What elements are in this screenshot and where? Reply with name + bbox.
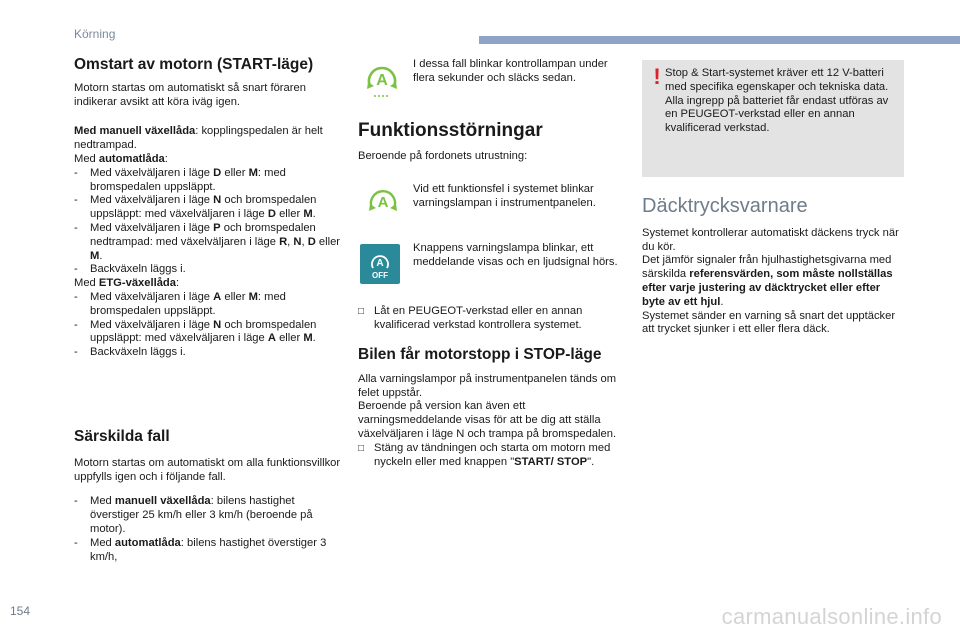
fault-lamp-text: Vid ett funktionsfel i systemet blinkar varningslampan i instrumentpanelen. bbox=[413, 183, 596, 209]
list-item: - Backväxeln läggs i. bbox=[74, 263, 186, 276]
auto-med: Med bbox=[74, 152, 99, 165]
off-label: OFF bbox=[372, 271, 388, 280]
restart-section bbox=[74, 58, 346, 360]
header-section-title: Körning bbox=[74, 27, 116, 41]
watermark: carmanualsonline.info bbox=[721, 604, 942, 629]
special-section bbox=[74, 430, 346, 564]
restart-auto-heading bbox=[74, 153, 346, 167]
page-number: 154 bbox=[10, 604, 31, 618]
stall-title: Bilen får motorstopp i STOP-läge bbox=[358, 346, 602, 363]
list-item: - Med växelväljaren i läge P och bromspedalen nedtrampad: med växelväljaren i läge R, N, D eller M. bbox=[74, 221, 341, 262]
list-item: - Med växelväljaren i läge A eller M: med bromspedalen uppsläppt. bbox=[74, 290, 286, 317]
check-box-icon: □ bbox=[358, 306, 365, 317]
header-accent-bar bbox=[479, 36, 960, 44]
list-item: - Med manuell växellåda: bilens hastighet överstiger 25 km/h eller 3 km/h (beroende på motor). bbox=[74, 495, 313, 535]
stall-section bbox=[358, 348, 620, 469]
auto-label: automatlåda bbox=[98, 152, 165, 165]
special-intro: Motorn startas om automatiskt om alla funktionsvillkor uppfylls igen och i följande fall. bbox=[74, 456, 341, 483]
svg-text:A: A bbox=[376, 72, 388, 89]
restart-manual bbox=[74, 125, 346, 153]
manual-label: Med manuell växellåda bbox=[74, 125, 196, 138]
start-stop-off-button-icon bbox=[360, 244, 400, 284]
stall-text: Alla varningslampor på instrumentpanelen tänds om felet uppstår. Beroende på version kan även ett varningsmeddelande visas för att be dig att ställa växelväljaren i läge N och trampa på bromspedalen. bbox=[358, 372, 617, 440]
tpms-text: Systemet kontrollerar automatiskt däckens tryck när du kör. Det jämför signaler från hjulhastighetsgivarna med särskilda referensvärden, som måste nollställas efter varje justering av däcktrycket eller efter byte av ett hjul. Systemet sänder en varning så snart det upptäcker att trycket sjunker i ett eller flera däck. bbox=[642, 226, 899, 336]
svg-text:A: A bbox=[376, 258, 384, 269]
tpms-title: Däcktrycksvarnare bbox=[642, 195, 808, 217]
lamp-text: I dessa fall blinkar kontrollampan under flera sekunder och släcks sedan. bbox=[413, 58, 608, 84]
list-item: - Backväxeln läggs i. bbox=[74, 346, 186, 359]
list-item: - Med växelväljaren i läge N och bromspedalen uppsläppt: med växelväljaren i läge D eller M. bbox=[74, 194, 317, 221]
check-box-icon: □ bbox=[358, 442, 365, 454]
tpms-section bbox=[642, 195, 904, 337]
auto-colon: : bbox=[164, 152, 168, 165]
malfunction-title: Funktionsstörningar bbox=[358, 120, 543, 141]
auto-start-stop-green-icon bbox=[364, 60, 400, 103]
auto-start-stop-fault-icon bbox=[366, 186, 400, 219]
list-item: - Med växelväljaren i läge N och bromspedalen uppsläppt: med växelväljaren i läge A eller M. bbox=[74, 318, 317, 345]
button-text: Knappens varningslampa blinkar, ett meddelande visas och en ljudsignal hörs. bbox=[413, 242, 618, 268]
restart-title: Omstart av motorn (START-läge) bbox=[74, 56, 314, 73]
special-title: Särskilda fall bbox=[74, 428, 170, 445]
stall-check-item: □ Stäng av tändningen och starta om motorn med nyckeln eller med knappen "START/ STOP". bbox=[358, 441, 611, 468]
warning-text: Stop & Start-systemet kräver ett 12 V-batteri med specifika egenskaper och tekniska data. Alla ingrepp på batteriet får endast utföras av en PEUGEOT-verkstad eller en annan kvalificerad verkstad. bbox=[665, 67, 889, 135]
malfunction-section bbox=[358, 120, 620, 164]
restart-intro: Motorn startas om automatiskt så snart föraren indikerar avsikt att köra iväg igen. bbox=[74, 81, 306, 108]
etg-label: ETG-växellåda bbox=[98, 277, 176, 290]
list-item: - Med växelväljaren i läge D eller M: med bromspedalen uppsläppt. bbox=[74, 166, 286, 193]
restart-etg-heading: Med ETG-växellåda: bbox=[74, 277, 180, 290]
list-item: - Med automatlåda: bilens hastighet överstiger 3 km/h, bbox=[74, 536, 327, 563]
malfunction-depends: Beroende på fordonets utrustning: bbox=[358, 149, 528, 162]
check-item: □ Låt en PEUGEOT-verkstad eller en annan kvalificerad verkstad kontrollera systemet. bbox=[358, 305, 583, 331]
svg-text:A: A bbox=[377, 194, 389, 211]
manual-text: : kopplingspedalen är helt nedtrampad. bbox=[74, 125, 323, 152]
warning-exclamation-icon: ! bbox=[653, 64, 661, 89]
